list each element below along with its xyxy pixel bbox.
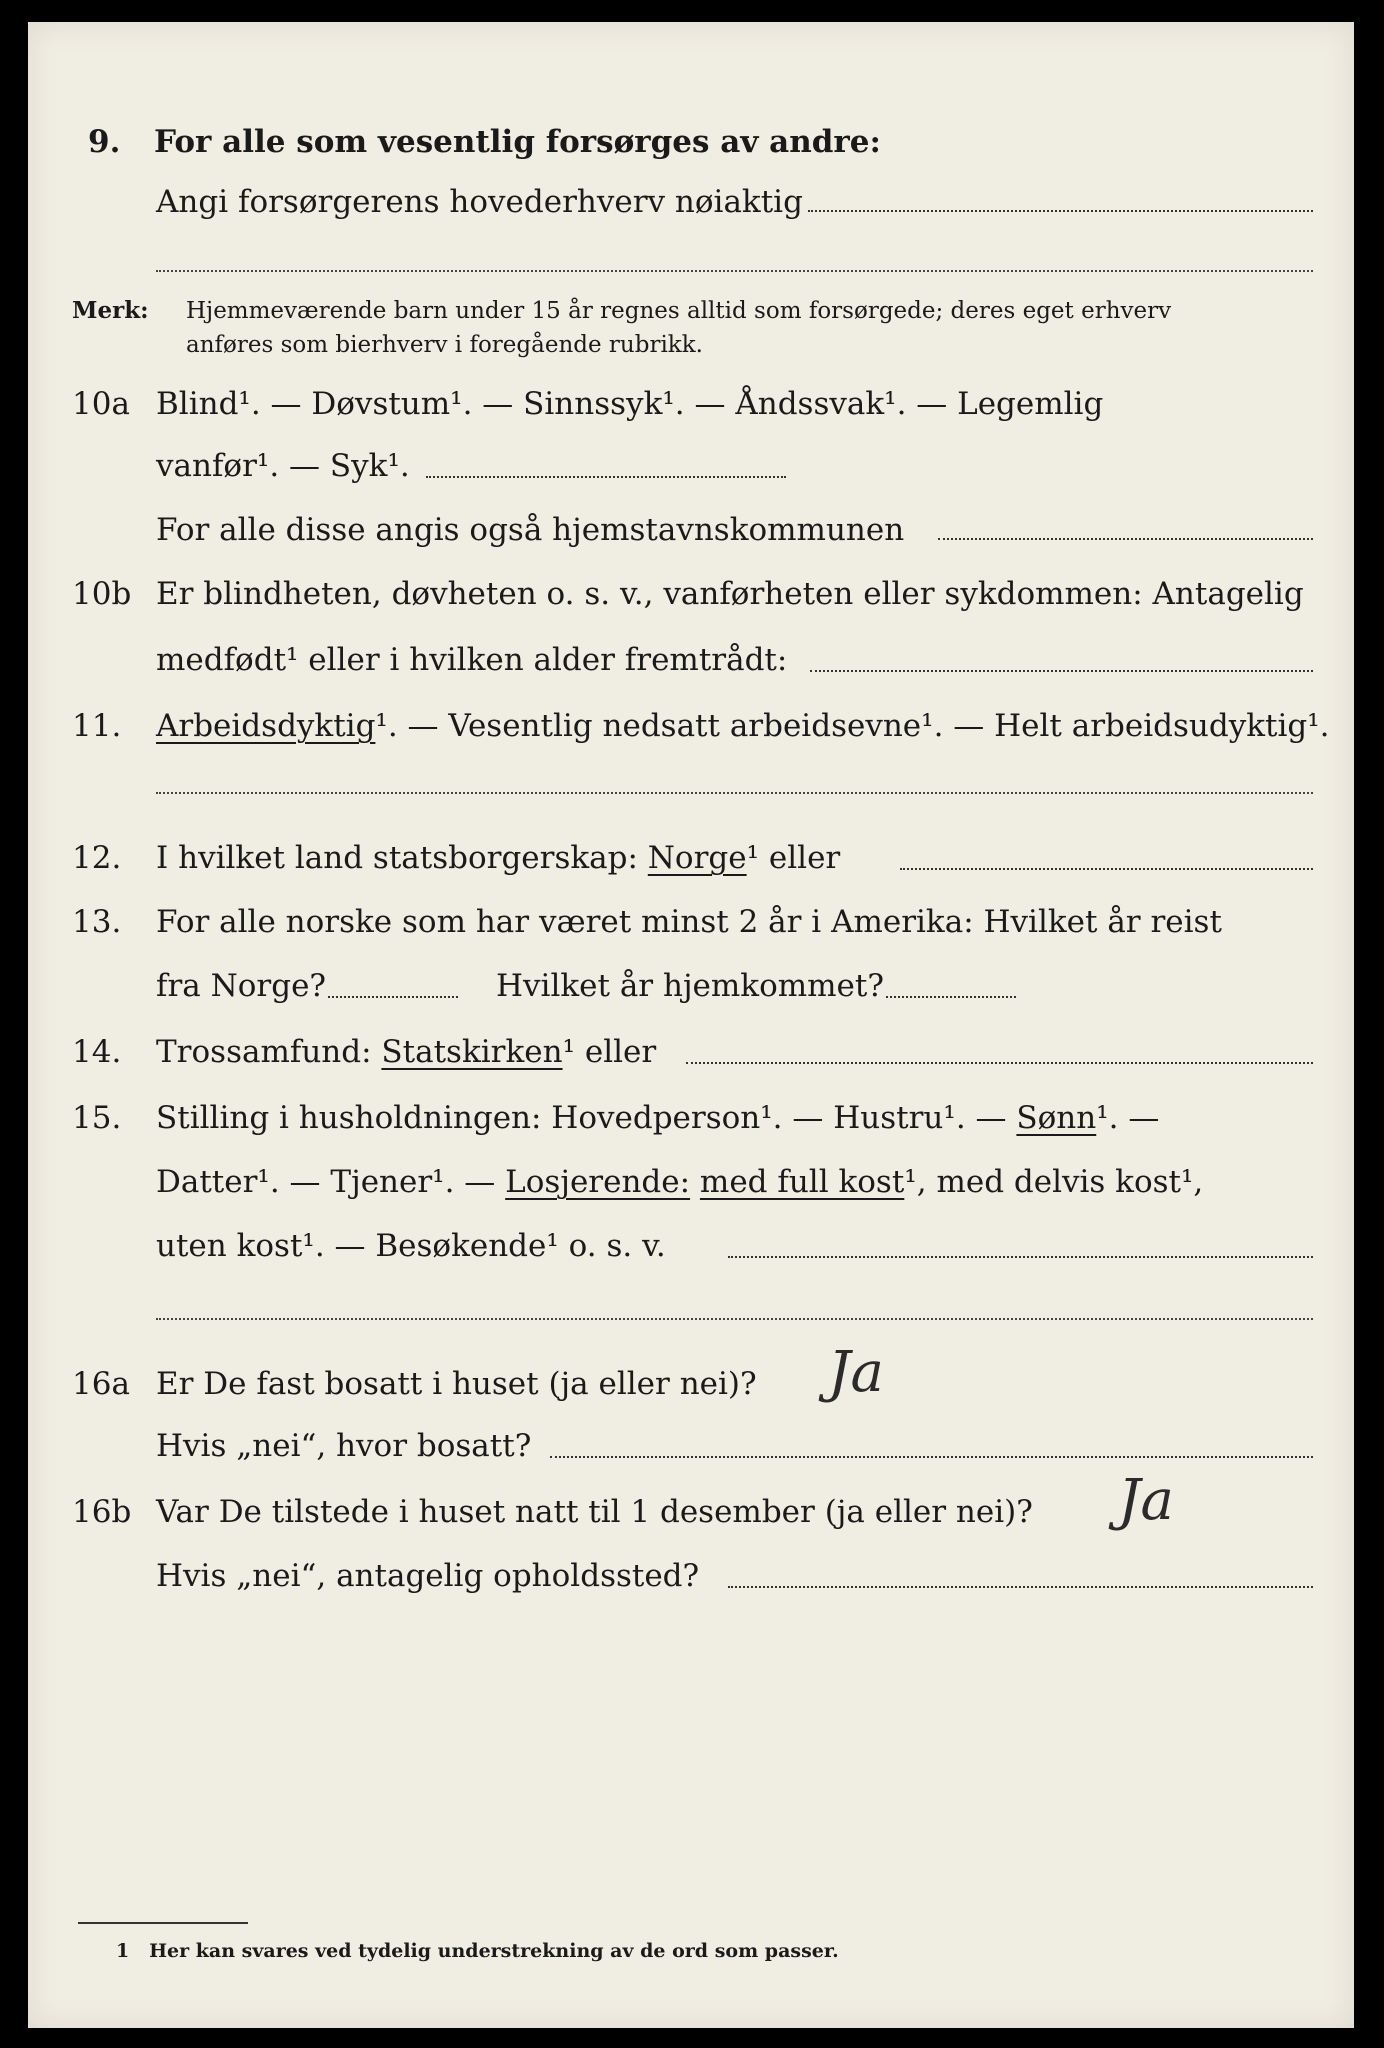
q10b-answer-line[interactable] <box>810 670 1313 672</box>
q14-statskirken-underlined[interactable]: Statskirken <box>381 1034 563 1070</box>
footnote-mark: 1 <box>116 1940 130 1962</box>
q13-reist-answer-line[interactable] <box>328 996 458 998</box>
q14-number: 14. <box>72 1034 122 1070</box>
q11-line <box>156 706 1330 746</box>
q15-line2-text: Datter¹. — Tjener¹. — <box>156 1164 496 1200</box>
q15-line1 <box>156 1098 1159 1138</box>
q14-answer-line[interactable] <box>686 1062 1313 1064</box>
q16b-line1: Var De tilstede i huset natt til 1 desember (ja eller nei)? <box>156 1494 1033 1530</box>
q9-number: 9. <box>88 124 121 160</box>
q15-answer-line[interactable] <box>728 1256 1313 1258</box>
q11-rest: ¹. — Vesentlig nedsatt arbeidsevne¹. — Helt arbeidsudyktig¹. <box>375 708 1330 744</box>
q15-line2-end: ¹, med delvis kost¹, <box>904 1164 1204 1200</box>
q10a-syk-answer-line[interactable] <box>426 476 786 478</box>
q15-line1-text: Stilling i husholdningen: Hovedperson¹. — Hustru¹. — <box>156 1100 1007 1136</box>
form-page <box>28 22 1354 2028</box>
q16b-number: 16b <box>72 1494 132 1530</box>
q15-line1-end: ¹. — <box>1096 1100 1160 1136</box>
q12-line <box>156 838 840 878</box>
merk-line2: anføres som bierhverv i foregående rubrikk. <box>186 332 703 358</box>
q15-line3: uten kost¹. — Besøkende¹ o. s. v. <box>156 1228 666 1264</box>
q12-answer-line[interactable] <box>900 868 1313 870</box>
q10a-number: 10a <box>72 386 130 422</box>
q12-norge-underlined[interactable]: Norge <box>647 840 747 876</box>
q16a-line1: Er De fast bosatt i huset (ja eller nei)? <box>156 1366 757 1402</box>
q15-full-kost-underlined[interactable]: med full kost <box>699 1164 905 1200</box>
q10a-line2: vanfør¹. — Syk¹. <box>156 448 410 484</box>
q15-line2 <box>156 1162 1203 1202</box>
q9-extra-line[interactable] <box>156 270 1313 272</box>
q13-line2b: Hvilket år hjemkommet? <box>496 968 884 1004</box>
q13-line2a: fra Norge? <box>156 968 327 1004</box>
q16a-bosatt-answer-line[interactable] <box>550 1456 1313 1458</box>
footnote-divider <box>78 1922 248 1924</box>
q12-post: ¹ eller <box>746 840 841 876</box>
q15-losjerende-underlined[interactable]: Losjerende: <box>505 1164 691 1200</box>
q14-pre: Trossamfund: <box>156 1034 372 1070</box>
q11-number: 11. <box>72 708 122 744</box>
q15-sonn-underlined[interactable]: Sønn <box>1016 1100 1097 1136</box>
q16a-handwritten-answer: Ja <box>828 1340 884 1405</box>
q13-number: 13. <box>72 904 122 940</box>
q16b-handwritten-answer: Ja <box>1118 1468 1174 1533</box>
q16a-line2: Hvis „nei“, hvor bosatt? <box>156 1428 532 1464</box>
q16a-number: 16a <box>72 1366 130 1402</box>
q10a-line1: Blind¹. — Døvstum¹. — Sinnssyk¹. — Åndssvak¹. — Legemlig <box>156 386 1104 422</box>
q9-line2: Angi forsørgerens hovederhverv nøiaktig <box>156 184 803 220</box>
q11-arbeidsdyktig-underlined[interactable]: Arbeidsdyktig <box>156 708 376 744</box>
q12-number: 12. <box>72 840 122 876</box>
q10b-number: 10b <box>72 576 132 612</box>
q10b-line1: Er blindheten, døvheten o. s. v., vanførheten eller sykdommen: Antagelig <box>156 576 1304 612</box>
q10a-line3: For alle disse angis også hjemstavnskommunen <box>156 512 905 548</box>
q13-line1: For alle norske som har været minst 2 år i Amerika: Hvilket år reist <box>156 904 1222 940</box>
footnote <box>116 1940 839 1962</box>
q16b-line2: Hvis „nei“, antagelig opholdssted? <box>156 1558 700 1594</box>
q12-pre: I hvilket land statsborgerskap: <box>156 840 638 876</box>
q11-extra-line[interactable] <box>156 792 1313 794</box>
footnote-text: Her kan svares ved tydelig understrekning av de ord som passer. <box>149 1940 839 1962</box>
q15-extra-line[interactable] <box>156 1318 1313 1320</box>
q9-line1: For alle som vesentlig forsørges av andre: <box>154 124 881 160</box>
merk-line1: Hjemmeværende barn under 15 år regnes alltid som forsørgede; deres eget erhverv <box>186 298 1172 324</box>
q14-post: ¹ eller <box>562 1034 657 1070</box>
merk-label: Merk: <box>72 297 149 324</box>
q15-number: 15. <box>72 1100 122 1136</box>
q9-answer-line[interactable] <box>808 210 1313 212</box>
q10a-hjemstavn-answer-line[interactable] <box>938 538 1313 540</box>
q16b-opholdssted-answer-line[interactable] <box>728 1586 1313 1588</box>
q14-line <box>156 1032 656 1072</box>
q10b-line2: medfødt¹ eller i hvilken alder fremtrådt: <box>156 642 788 678</box>
q13-hjemkommet-answer-line[interactable] <box>886 996 1016 998</box>
